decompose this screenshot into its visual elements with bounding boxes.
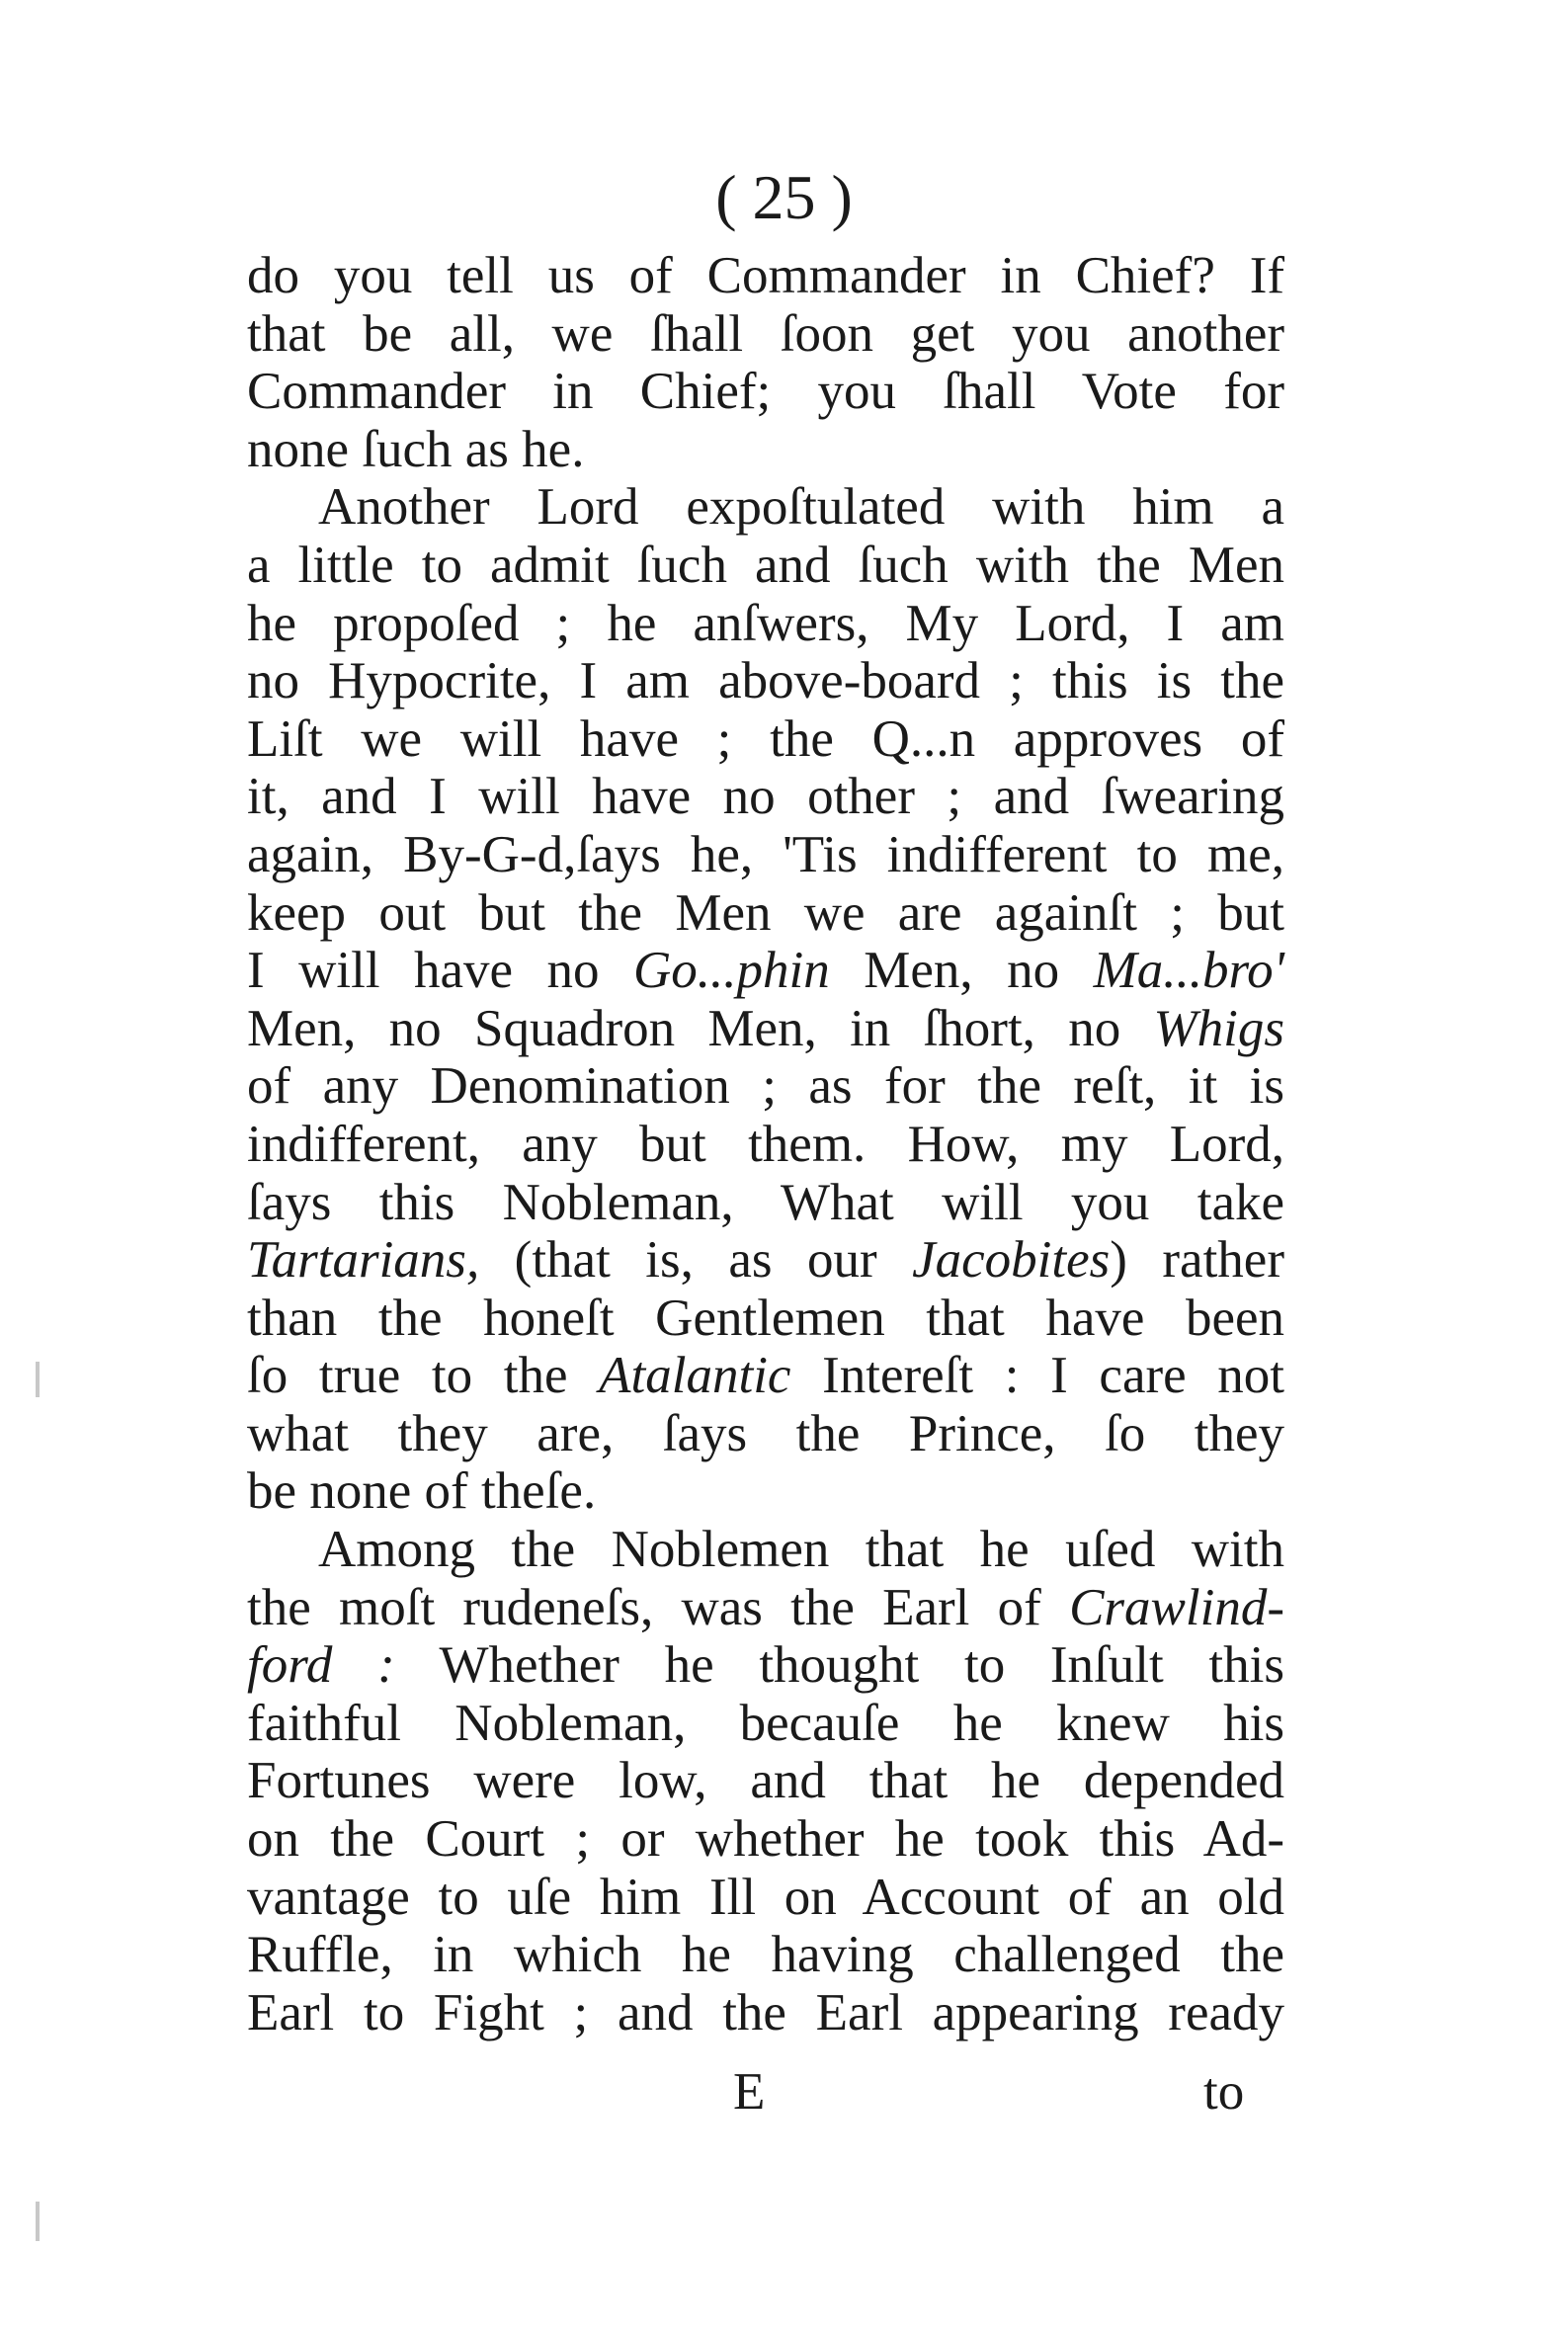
italic-text: Tartarians, (247, 1231, 480, 1290)
text-line: ſays this Nobleman, What will you take (247, 1173, 1284, 1231)
text-line: again, By-G-d,ſays he, 'Tis indifferent to me, (247, 825, 1284, 883)
text-segment: Intereſt : I care not (790, 1347, 1284, 1405)
text-line: none ſuch as he. (247, 420, 585, 478)
italic-text: Go...phin (633, 942, 830, 1000)
italic-text: Jacobites (912, 1231, 1111, 1290)
text-line: Liſt we will have ; the Q...n approves of (247, 709, 1284, 768)
text-line: on the Court ; or whether he took this Ad- (247, 1810, 1284, 1869)
italic-text: Ma...bro' (1093, 942, 1284, 1000)
text-line: a little to admit ſuch and ſuch with the Men (247, 536, 1284, 594)
text-line: do you tell us of Commander in Chief? If (247, 247, 1284, 304)
text-line: Commander in Chief; you ſhall Vote for (247, 363, 1284, 421)
text-line: of any Denomination ; as for the reſt, it is (247, 1057, 1284, 1116)
catchword: to (1203, 2063, 1245, 2121)
text-segment: (that is, as our (479, 1231, 913, 1290)
italic-text: ford : (247, 1636, 395, 1695)
italic-text: Crawlind- (1069, 1578, 1284, 1636)
signature-mark: E (733, 2063, 766, 2121)
margin-speck (36, 1362, 40, 1397)
text-line: indifferent, any but them. How, my Lord, (247, 1115, 1284, 1173)
body-text (247, 247, 1284, 2041)
text-line: Fortunes were low, and that he depended (247, 1752, 1284, 1810)
text-segment: the moſt rudeneſs, was the Earl of (247, 1578, 1070, 1636)
page-number-header: ( 25 ) (715, 162, 853, 232)
text-line: Earl to Fight ; and the Earl appearing ready (247, 1983, 1284, 2041)
text-line: that be all, we ſhall ſoon get you another (247, 304, 1284, 363)
text-line: what they are, ſays the Prince, ſo they (247, 1404, 1284, 1462)
italic-text: Whigs (1153, 999, 1284, 1057)
text-line: Another Lord expoſtulated with him a (318, 478, 1284, 537)
text-line (247, 942, 1284, 1000)
text-line: it, and I will have no other ; and ſwearing (247, 768, 1284, 826)
text-line: vantage to uſe him Ill on Account of an old (247, 1868, 1284, 1926)
text-segment: Men, no (829, 942, 1094, 1000)
text-segment: ) rather (1110, 1231, 1284, 1290)
text-line: Ruffle, in which he having challenged the (247, 1926, 1284, 1984)
text-line: no Hypocrite, I am above-board ; this is the (247, 652, 1284, 710)
text-segment: I will have no (247, 942, 634, 1000)
text-line (247, 1347, 1284, 1405)
text-line: faithful Nobleman, becauſe he knew his (247, 1694, 1284, 1752)
text-line: than the honeſt Gentlemen that have been (247, 1289, 1284, 1347)
text-line: be none of theſe. (247, 1462, 597, 1521)
text-segment: Men, no Squadron Men, in ſhort, no (247, 999, 1154, 1057)
text-line: Among the Noblemen that he uſed with (318, 1521, 1284, 1579)
text-line: he propoſed ; he anſwers, My Lord, I am (247, 594, 1284, 652)
text-segment: ſo true to the (247, 1347, 600, 1405)
text-line (247, 1636, 1284, 1695)
text-line: keep out but the Men we are againſt ; but (247, 883, 1284, 942)
text-segment: Whether he thought to Inſult this (394, 1636, 1284, 1695)
text-line (247, 1579, 1284, 1637)
margin-speck (36, 2202, 40, 2241)
text-line (247, 1000, 1284, 1058)
text-line (247, 1231, 1284, 1290)
italic-text: Atalantic (599, 1347, 791, 1405)
